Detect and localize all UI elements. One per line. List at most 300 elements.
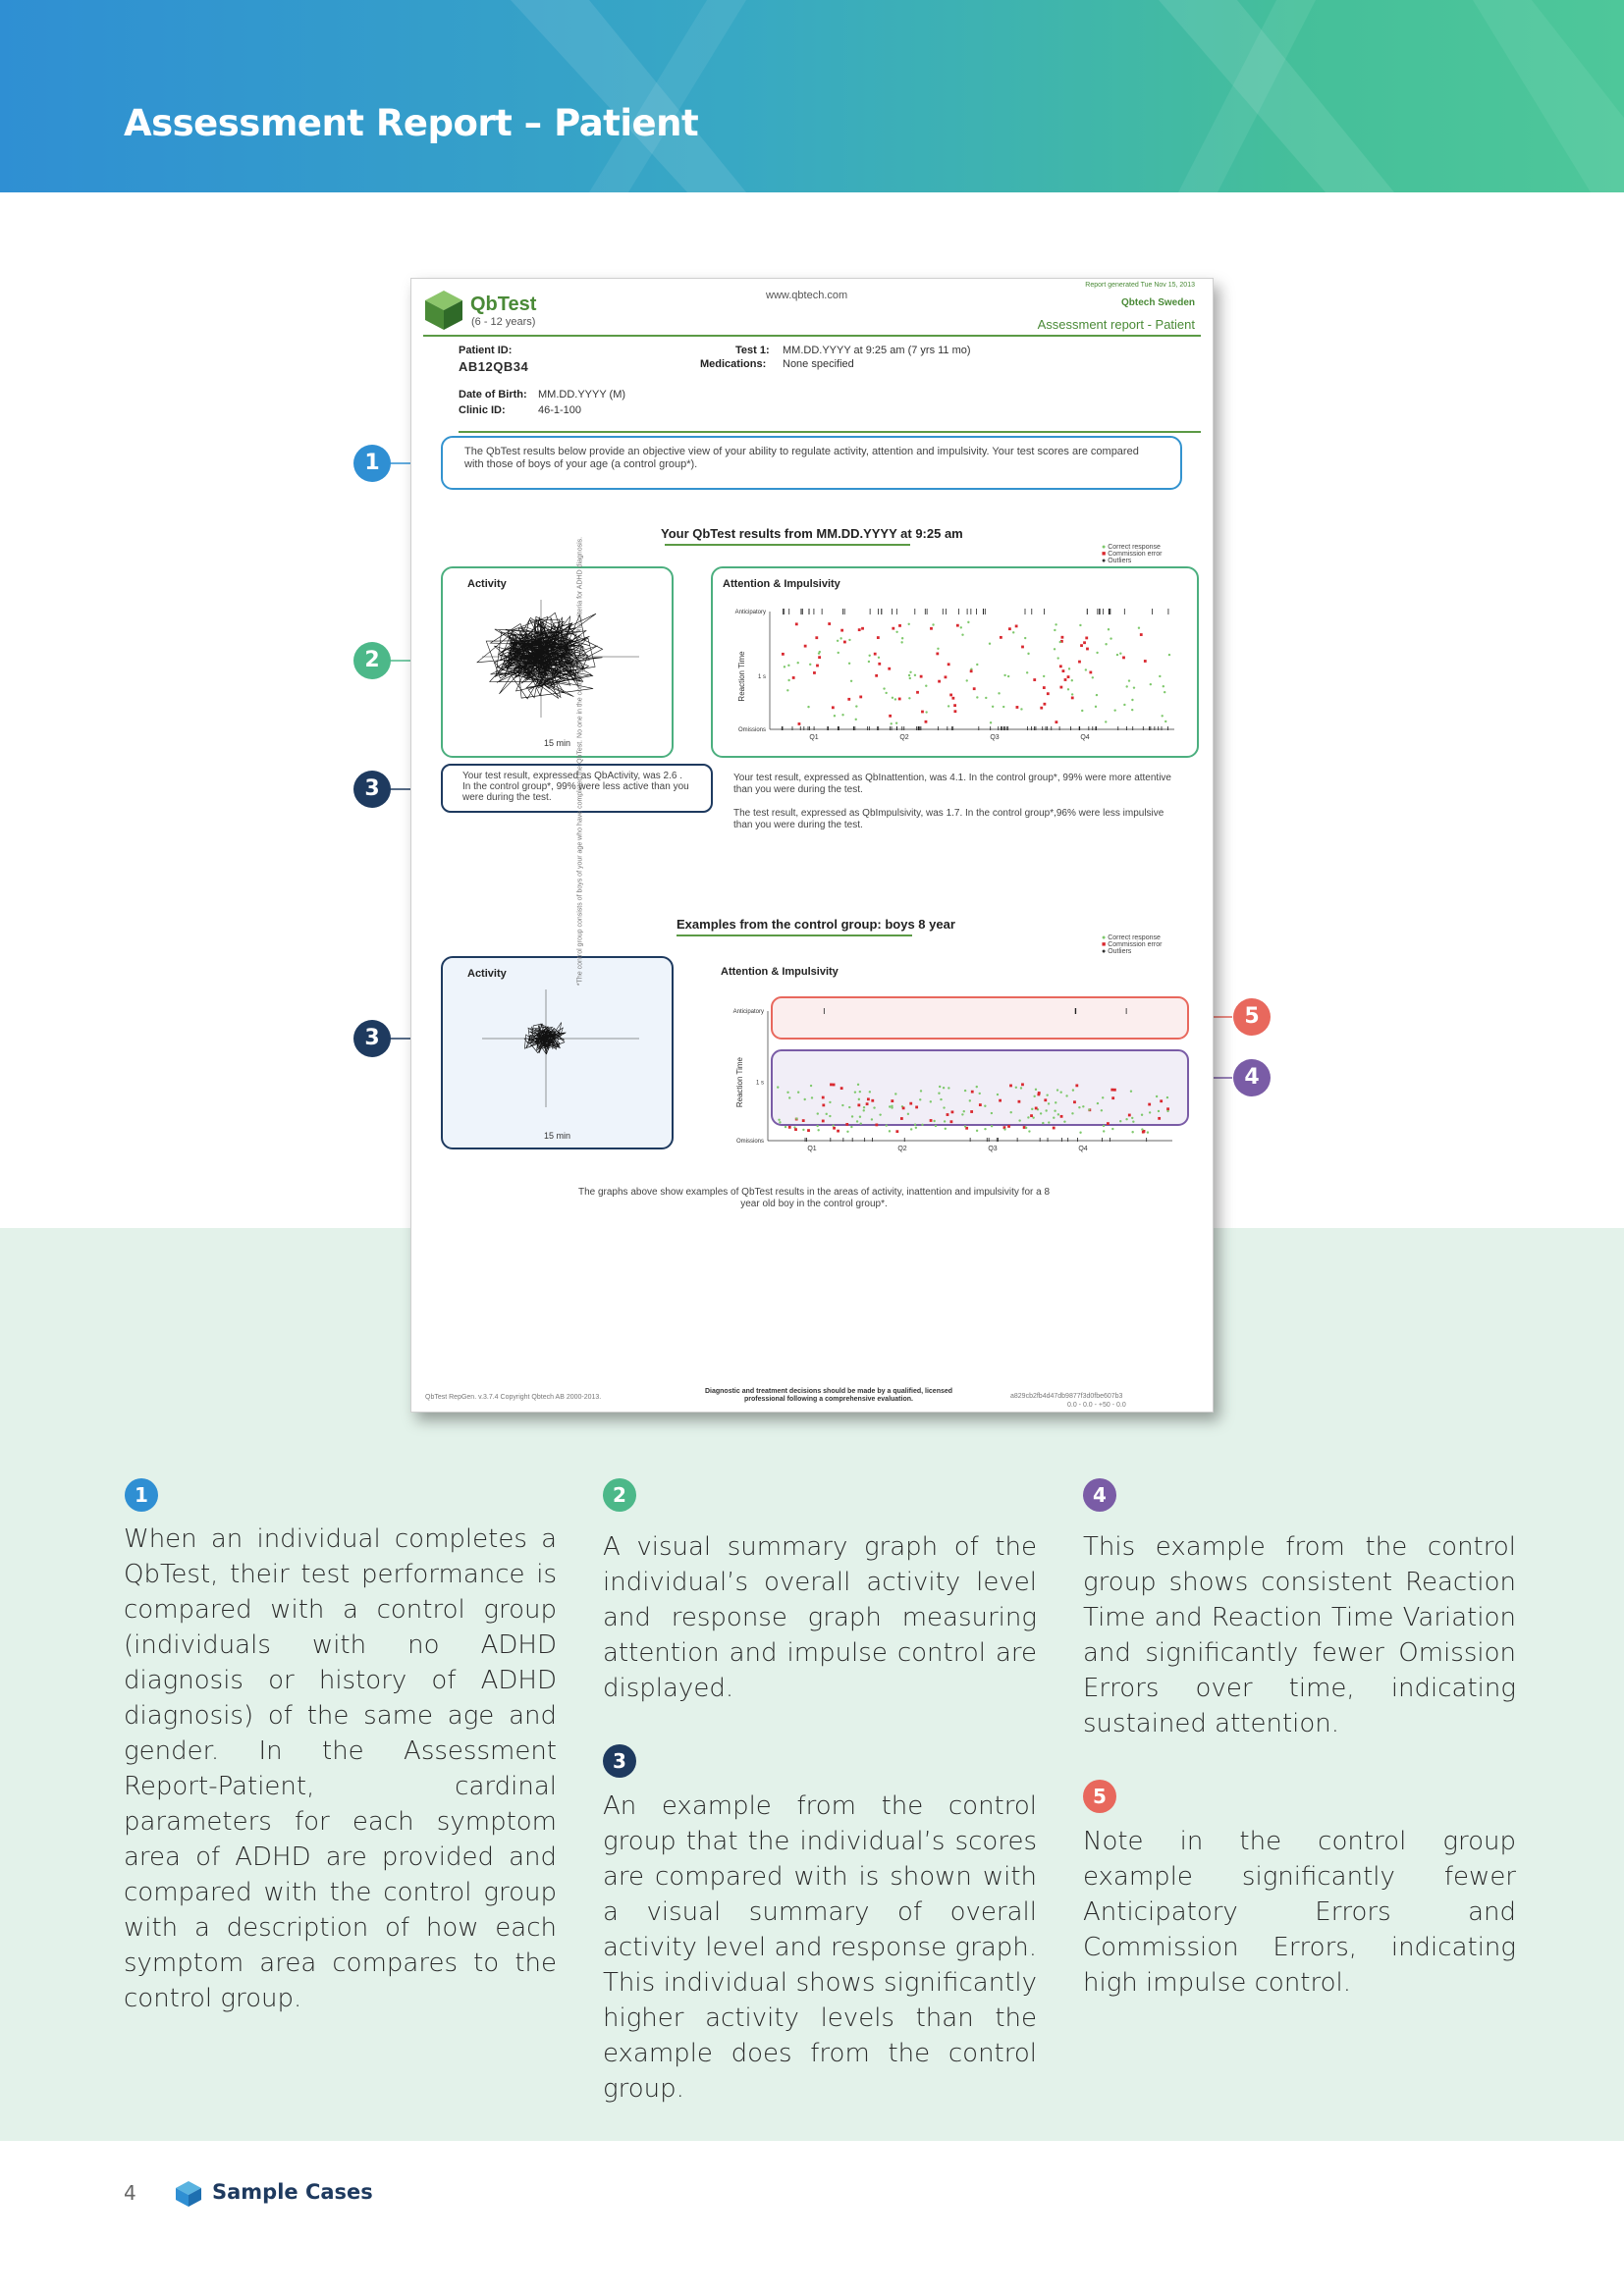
correct-point xyxy=(1053,1117,1055,1119)
y-axis-label: Reaction Time xyxy=(735,1057,744,1108)
commission-point xyxy=(999,1099,1001,1102)
commission-point xyxy=(889,715,892,718)
correct-point xyxy=(1102,1096,1104,1098)
report-footer-right2: 0.0 - 0.0 - +50 - 0.0 xyxy=(1067,1402,1126,1409)
correct-point xyxy=(1138,627,1140,629)
correct-point xyxy=(829,1115,831,1117)
correct-point xyxy=(1132,1120,1134,1122)
commission-point xyxy=(938,680,941,683)
correct-point xyxy=(777,1086,779,1088)
correct-point xyxy=(976,1086,978,1088)
column3-badge: 3 xyxy=(603,1744,636,1778)
correct-point xyxy=(976,1130,978,1132)
correct-point xyxy=(1031,1108,1033,1110)
commission-point xyxy=(1062,669,1065,672)
commission-point xyxy=(1110,1089,1113,1092)
intro-text-box: The QbTest results below provide an objective view of your ability to regulate activity, attention and impulsivity. Your test scores are compared with those of boys of your age (a control group*). xyxy=(441,436,1182,490)
correct-point xyxy=(787,679,789,681)
correct-point xyxy=(817,1129,819,1131)
correct-point xyxy=(1055,1101,1056,1103)
correct-point xyxy=(1071,693,1073,695)
correct-point xyxy=(1105,721,1107,722)
legend2-outliers: ● Outliers xyxy=(1102,948,1132,955)
correct-point xyxy=(816,1125,818,1127)
correct-point xyxy=(921,1124,923,1126)
correct-point xyxy=(998,692,1000,694)
commission-point xyxy=(1043,686,1046,689)
report-footer-right: a829cb2fb4d47db9877f3d0fbe607b3 xyxy=(1010,1393,1123,1400)
correct-point xyxy=(841,1104,843,1106)
x-tick-label: Q1 xyxy=(809,734,819,741)
y-axis-label: Reaction Time xyxy=(737,651,746,702)
correct-point xyxy=(1149,1111,1151,1113)
callout-4: 4 xyxy=(1233,1059,1271,1096)
correct-point xyxy=(997,1094,999,1095)
commission-point xyxy=(1128,1114,1131,1117)
correct-point xyxy=(1048,1121,1050,1123)
commission-point xyxy=(1015,624,1018,627)
correct-point xyxy=(895,721,897,723)
dob-value: MM.DD.YYYY (M) xyxy=(538,389,626,400)
correct-point xyxy=(1159,675,1161,677)
commission-point xyxy=(1018,1100,1021,1103)
correct-point xyxy=(1123,704,1125,706)
patient-attention-plot xyxy=(713,592,1197,757)
commission-point xyxy=(1073,1100,1076,1103)
correct-point xyxy=(1128,679,1130,681)
commission-point xyxy=(1122,657,1125,660)
commission-point xyxy=(818,656,821,659)
commission-point xyxy=(802,1119,805,1122)
correct-point xyxy=(863,1106,865,1108)
commission-point xyxy=(795,622,798,625)
correct-point xyxy=(1057,1113,1059,1115)
commission-point xyxy=(875,674,878,677)
activity-path xyxy=(477,613,603,699)
correct-point xyxy=(940,1098,942,1100)
correct-point xyxy=(960,626,962,628)
commission-point xyxy=(1055,721,1057,723)
commission-point xyxy=(970,669,973,672)
patient-id: AB12QB34 xyxy=(459,359,529,374)
correct-point xyxy=(1067,688,1069,690)
correct-point xyxy=(1150,683,1152,685)
commission-point xyxy=(1113,1089,1116,1092)
y-tick-label: 1 s xyxy=(757,674,766,680)
correct-point xyxy=(991,1112,993,1114)
correct-point xyxy=(855,719,857,721)
test-label: Test 1: xyxy=(735,345,770,356)
correct-point xyxy=(976,696,978,698)
correct-point xyxy=(920,1090,922,1092)
correct-point xyxy=(802,1129,804,1131)
correct-point xyxy=(873,1106,875,1108)
correct-point xyxy=(1164,721,1166,722)
correct-point xyxy=(1101,1109,1103,1111)
correct-point xyxy=(910,1128,912,1130)
correct-point xyxy=(839,637,841,639)
commission-point xyxy=(1148,1103,1151,1106)
commission-point xyxy=(920,675,923,678)
commission-point xyxy=(830,1084,833,1087)
correct-point xyxy=(938,1093,940,1095)
correct-point xyxy=(778,1119,780,1121)
report-generated: Report generated Tue Nov 15, 2013 xyxy=(1085,282,1195,289)
commission-point xyxy=(956,624,959,627)
correct-point xyxy=(892,697,893,699)
report-header-rule xyxy=(423,335,1201,337)
test-value: MM.DD.YYYY at 9:25 am (7 yrs 11 mo) xyxy=(783,345,971,356)
correct-point xyxy=(1035,1089,1037,1091)
correct-point xyxy=(1103,1130,1105,1132)
control-caption: The graphs above show examples of QbTest results in the areas of activity, inattention and impulsivity for a 8 year old boy in the control group*. xyxy=(577,1187,1051,1209)
correct-point xyxy=(1063,1120,1065,1122)
correct-point xyxy=(1046,1094,1048,1095)
callout-2: 2 xyxy=(353,642,391,679)
commission-point xyxy=(1060,1115,1063,1118)
correct-point xyxy=(1108,628,1110,630)
correct-point xyxy=(984,1105,986,1107)
correct-point xyxy=(992,706,994,708)
patient-activity-panel xyxy=(441,566,674,758)
correct-point xyxy=(1024,637,1026,639)
correct-point xyxy=(908,623,910,625)
commission-point xyxy=(807,1129,810,1132)
report-footer-left: QbTest RepGen. v.3.7.4 Copyright Qbtech AB 2000-2013. xyxy=(425,1394,602,1401)
page-number: 4 xyxy=(124,2181,136,2205)
commission-point xyxy=(1000,636,1002,639)
correct-point xyxy=(826,1113,828,1115)
correct-point xyxy=(1015,1087,1017,1089)
commission-point xyxy=(1140,633,1143,636)
correct-point xyxy=(901,637,903,639)
commission-point xyxy=(1033,678,1036,681)
correct-point xyxy=(1131,709,1133,711)
correct-point xyxy=(969,1099,971,1101)
commission-point xyxy=(915,1106,918,1109)
clinic-id-label: Clinic ID: xyxy=(459,404,506,416)
commission-point xyxy=(1064,678,1067,681)
commission-point xyxy=(898,624,901,627)
commission-point xyxy=(1030,1114,1033,1117)
correct-point xyxy=(1147,1131,1149,1133)
correct-point xyxy=(863,1109,865,1111)
report-preview xyxy=(410,278,1214,1413)
correct-point xyxy=(786,1092,788,1094)
commission-point xyxy=(1047,692,1050,695)
correct-point xyxy=(854,1091,856,1093)
correct-point xyxy=(1055,623,1056,625)
commission-point xyxy=(1075,1084,1078,1087)
correct-point xyxy=(851,1115,853,1117)
correct-point xyxy=(1040,1112,1042,1114)
results-heading-rule xyxy=(665,544,910,546)
correct-point xyxy=(868,655,870,657)
correct-point xyxy=(947,705,949,707)
activity-title: Activity xyxy=(467,578,507,590)
commission-point xyxy=(949,694,952,697)
legend2-commission: ■ Commission error xyxy=(1102,941,1163,948)
correct-point xyxy=(841,714,843,716)
legend-commission: ■ Commission error xyxy=(1102,551,1163,558)
y-tick-label: Omissions xyxy=(737,727,766,733)
page-title: Assessment Report – Patient xyxy=(124,102,699,144)
commission-point xyxy=(859,696,862,699)
correct-point xyxy=(1141,1114,1143,1116)
commission-point xyxy=(833,1084,836,1087)
column4-badge: 4 xyxy=(1083,1478,1116,1512)
results-heading: Your QbTest results from MM.DD.YYYY at 9:25 am xyxy=(661,526,963,541)
correct-point xyxy=(858,1098,860,1100)
correct-point xyxy=(1010,1111,1012,1113)
commission-point xyxy=(1059,665,1062,667)
control-attention-title: Attention & Impulsivity xyxy=(721,966,839,978)
correct-point xyxy=(1126,685,1128,687)
commission-point xyxy=(1080,644,1083,647)
attention-title: Attention & Impulsivity xyxy=(723,578,840,590)
commission-point xyxy=(950,1120,953,1123)
correct-point xyxy=(1059,1092,1061,1094)
report-age-range: (6 - 12 years) xyxy=(471,316,536,328)
correct-point xyxy=(1078,1106,1080,1108)
correct-point xyxy=(889,1105,891,1107)
correct-point xyxy=(909,677,911,679)
activity-result-box: Your test result, expressed as QbActivity, was 2.6 . In the control group*, 99% were less active than you were during the test. xyxy=(441,764,713,813)
correct-point xyxy=(990,721,992,723)
correct-point xyxy=(848,1106,850,1108)
correct-point xyxy=(785,1126,786,1128)
callout-3a: 3 xyxy=(353,771,391,808)
control-attention-plot xyxy=(711,986,1199,1154)
commission-point xyxy=(837,1130,839,1133)
commission-point xyxy=(900,1117,903,1120)
correct-point xyxy=(1054,1110,1056,1112)
correct-point xyxy=(1056,1089,1058,1091)
control-activity-duration: 15 min xyxy=(544,1131,571,1141)
x-tick-label: Q1 xyxy=(807,1146,817,1152)
commission-point xyxy=(1044,1098,1047,1101)
correct-point xyxy=(846,1131,848,1133)
correct-point xyxy=(1085,668,1087,670)
correct-point xyxy=(817,1112,819,1114)
correct-point xyxy=(895,631,897,633)
reaction-highlight xyxy=(772,1050,1188,1125)
correct-point xyxy=(1033,1095,1035,1097)
correct-point xyxy=(989,643,991,645)
correct-point xyxy=(966,679,968,681)
patient-attention-panel xyxy=(711,566,1199,758)
commission-point xyxy=(874,653,877,656)
column4-text: This example from the control group shows consistent Reaction Time and Reaction Time Variation and significantly fewer Omission Errors over time, indicating sustained attention. xyxy=(1083,1532,1516,1738)
correct-point xyxy=(1028,1130,1030,1132)
correct-point xyxy=(1166,1110,1168,1112)
commission-point xyxy=(953,704,956,707)
correct-point xyxy=(1116,654,1118,656)
correct-point xyxy=(964,1090,966,1092)
correct-point xyxy=(909,671,911,673)
correct-point xyxy=(856,1120,858,1122)
commission-point xyxy=(782,653,785,656)
correct-point xyxy=(1164,691,1165,693)
correct-point xyxy=(900,641,902,643)
dob-label: Date of Birth: xyxy=(459,389,527,400)
correct-point xyxy=(795,1117,797,1119)
correct-point xyxy=(829,1101,831,1103)
commission-point xyxy=(1035,1107,1038,1110)
commission-point xyxy=(822,1120,825,1123)
correct-point xyxy=(811,1096,813,1098)
commission-point xyxy=(898,698,901,701)
correct-point xyxy=(932,623,934,625)
commission-point xyxy=(902,1106,905,1109)
commission-point xyxy=(1158,1117,1161,1120)
correct-point xyxy=(878,657,880,659)
correct-point xyxy=(850,680,852,682)
correct-point xyxy=(908,697,910,699)
commission-point xyxy=(909,1102,912,1105)
commission-point xyxy=(792,676,795,679)
y-tick-label: Anticipatory xyxy=(732,1009,764,1015)
impulsivity-result-text: The test result, expressed as QbImpulsivity, was 1.7. In the control group*,96% were less impulsive than you were during the test. xyxy=(733,808,1164,830)
correct-point xyxy=(1110,637,1111,639)
correct-point xyxy=(1163,685,1164,687)
commission-point xyxy=(1016,706,1019,709)
correct-point xyxy=(1081,710,1083,712)
correct-point xyxy=(963,1110,965,1112)
commission-point xyxy=(1009,1085,1012,1088)
correct-point xyxy=(1166,1096,1168,1098)
correct-point xyxy=(1025,1127,1027,1129)
correct-point xyxy=(1088,1108,1090,1110)
correct-point xyxy=(807,706,809,708)
commission-point xyxy=(794,1128,797,1131)
correct-point xyxy=(779,1121,781,1123)
correct-point xyxy=(967,621,969,623)
report-info-rule xyxy=(459,431,1201,433)
correct-point xyxy=(1119,653,1121,655)
legend-top xyxy=(1102,544,1162,564)
commission-point xyxy=(833,1127,836,1130)
commission-point xyxy=(930,627,933,630)
correct-point xyxy=(1092,676,1094,678)
correct-point xyxy=(857,1084,859,1086)
correct-point xyxy=(1007,675,1009,677)
correct-point xyxy=(832,1124,834,1126)
commission-point xyxy=(1089,671,1092,674)
legend-correct: ● Correct response xyxy=(1102,544,1161,551)
control-group-footnote: *The control group consists of boys of your age who have completed the QbTest. No one in the control group meets the criteria for ADHD diagnosis. xyxy=(576,536,584,987)
correct-point xyxy=(804,1098,806,1100)
correct-point xyxy=(930,1100,932,1102)
correct-point xyxy=(925,711,927,713)
control-activity-panel xyxy=(441,956,674,1149)
correct-point xyxy=(859,1091,861,1093)
column2-badge: 2 xyxy=(603,1478,636,1512)
correct-point xyxy=(891,1105,893,1107)
correct-point xyxy=(1113,709,1115,711)
column1-badge: 1 xyxy=(125,1478,158,1512)
commission-point xyxy=(970,1110,973,1113)
correct-point xyxy=(810,1085,812,1087)
commission-point xyxy=(828,622,831,625)
correct-point xyxy=(908,674,910,676)
correct-point xyxy=(1158,1110,1160,1112)
correct-point xyxy=(1045,1109,1047,1111)
legend2-correct: ● Correct response xyxy=(1102,934,1161,941)
x-tick-label: Q4 xyxy=(1078,1146,1088,1152)
commission-point xyxy=(1160,1099,1163,1102)
commission-point xyxy=(891,1099,893,1102)
correct-point xyxy=(1168,654,1170,656)
medications-label: Medications: xyxy=(700,358,767,370)
correct-point xyxy=(889,1130,891,1132)
correct-point xyxy=(818,652,820,654)
correct-point xyxy=(1048,1102,1050,1104)
commission-point xyxy=(866,1102,869,1105)
report-footer-mid: Diagnostic and treatment decisions should be made by a qualified, licensed professional following a comprehensive evaluation. xyxy=(704,1388,953,1403)
report-company: Qbtech Sweden xyxy=(1120,297,1195,308)
column5-text: Note in the control group example significantly fewer Anticipatory Errors and Commission Errors, indicating high impulse control. xyxy=(1083,1827,1516,1998)
correct-point xyxy=(1131,1117,1133,1119)
commission-point xyxy=(973,687,976,690)
correct-point xyxy=(1141,1128,1143,1130)
correct-point xyxy=(945,1128,947,1130)
commission-point xyxy=(840,1087,843,1090)
commission-point xyxy=(832,706,835,709)
correct-point xyxy=(1003,1128,1005,1130)
commission-point xyxy=(1144,660,1147,663)
correct-point xyxy=(1056,657,1058,659)
correct-point xyxy=(991,1125,993,1127)
commission-point xyxy=(925,721,928,723)
correct-point xyxy=(1020,708,1022,710)
commission-point xyxy=(945,675,947,678)
commission-point xyxy=(1071,697,1074,700)
x-tick-label: Q2 xyxy=(897,1146,907,1152)
commission-point xyxy=(971,1091,974,1094)
commission-point xyxy=(813,671,816,674)
commission-point xyxy=(1061,636,1064,639)
correct-point xyxy=(1071,1112,1073,1114)
correct-point xyxy=(1002,706,1004,708)
correct-point xyxy=(1059,641,1061,643)
commission-point xyxy=(798,722,801,725)
commission-point xyxy=(951,697,954,700)
correct-point xyxy=(850,1126,852,1128)
x-tick-label: Q3 xyxy=(988,1146,998,1152)
anticipatory-highlight xyxy=(772,997,1188,1039)
correct-point xyxy=(855,705,857,707)
correct-point xyxy=(1082,1105,1084,1107)
correct-point xyxy=(848,663,850,665)
correct-point xyxy=(1012,631,1014,633)
commission-point xyxy=(1040,707,1043,710)
correct-point xyxy=(894,1093,896,1095)
correct-point xyxy=(838,652,839,654)
correct-point xyxy=(886,1124,888,1126)
report-brand: QbTest xyxy=(470,294,537,315)
correct-point xyxy=(1003,674,1005,676)
correct-point xyxy=(1133,686,1135,688)
correct-point xyxy=(797,1091,799,1093)
correct-point xyxy=(947,1087,949,1089)
commission-point xyxy=(953,710,956,713)
correct-point xyxy=(1042,1122,1044,1124)
correct-point xyxy=(784,666,785,667)
commission-point xyxy=(979,1103,982,1106)
commission-point xyxy=(947,1113,949,1116)
y-tick-label: Anticipatory xyxy=(734,610,766,615)
